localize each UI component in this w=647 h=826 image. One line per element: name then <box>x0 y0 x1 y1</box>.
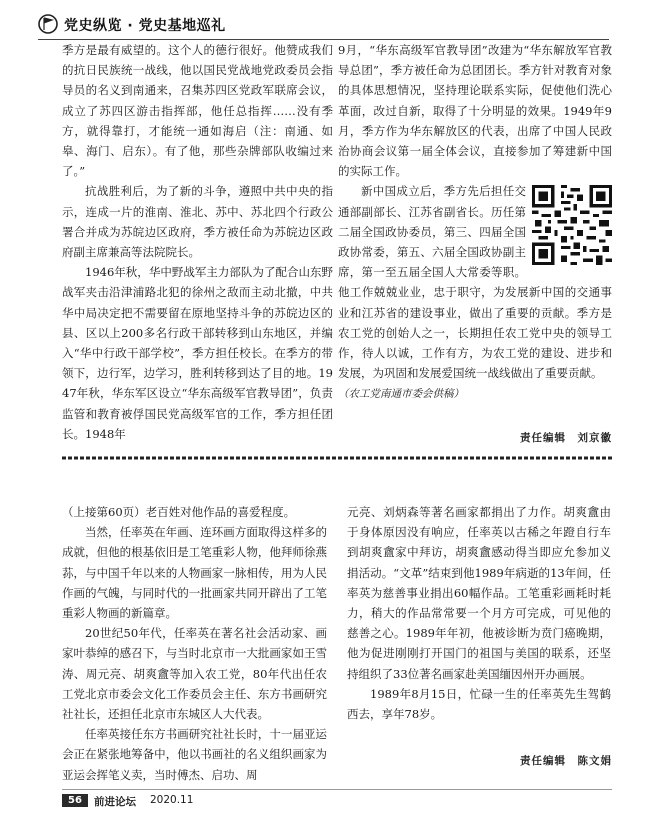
article-bottom-left-column <box>62 502 327 785</box>
issue-date: 2020.11 <box>150 794 194 806</box>
paragraph: 9月，“华东高级军官教导团”改建为“华东解放军官教导总团”，季方被任命为总团团长。季方针对教育对象的具体思想情况，坚持理论联系实际，促使他们洗心革面，改过自新，取得了十分明显的效果。1949年9月，季方作为华东解放区的代表，出席了中国人民政治协商会议第一届全体会议，直接参加了筹建新中国的实际工作。 <box>338 43 612 179</box>
section-divider <box>62 454 612 462</box>
paragraph: （上接第60页）老百姓对他作品的喜爱程度。 <box>62 505 296 519</box>
paragraph: 当然，任率英在年画、连环画方面取得这样多的成就，但他的根基依旧是工笔重彩人物，他拜师徐燕荪，与中国千年以来的人物画家一脉相传，用为人民作画的气魄，与同时代的一批画家共同开辟出了工笔重彩人物画的新篇章。 <box>62 525 327 621</box>
magazine-name: 前进论坛 <box>94 796 136 808</box>
article-top-left-column <box>62 40 333 444</box>
page-footer <box>62 789 612 812</box>
paragraph: 新中国成立后，季方先后担任交通部副部长、江苏省副省长。历任第二届全国政协委员，第三、四届全国政协常委，第五、六届全国政协副主席，第一至五届全国人大常委等职。他工作兢兢业业，忠于职守，为发展新中国的交通事业和江苏省的建设事业，做出了重要的贡献。季方是农工党的创始人之一，长期担任农工党中央的领导工作，待人以诚，工作有方，为农工党的建设、进步和发展，为巩固和发展爱国统一战线做出了重要贡献。 （农工党南通市委会供稿） <box>338 184 612 401</box>
paragraph: 1946年秋，华中野战军主力部队为了配合山东野战军夹击沿津浦路北犯的徐州之敌而主动北撤，中共华中局决定把不需要留在原地坚持斗争的苏皖边区的县、区以上200多名行政干部转移到山东地区，并编入“华中行政干部学校”，季方担任校长。在季方的带领下，边行军，边学习，胜利转移到达了目的地。1947年秋，华东军区设立“华东高级军官教导团”，负责监管和教育被俘国民党高级军官的工作，季方担任团长。1948年 <box>62 265 333 441</box>
responsible-editor-bottom: 责任编辑 陈文娟 <box>520 755 612 767</box>
article-source-credit: （农工党南通市委会供稿） <box>338 388 464 401</box>
paragraph: 季方是最有威望的。这个人的德行很好。他赞成我们的抗日民族统一战线，他以国民党战地党政委员会指导员的名义到南通来，召集苏四区党政军联席会议，成立了苏四区游击指挥部，他任总指挥……没有季方，就得靠打，才能统一通如海启（注：南通、如皋、海门、启东）。有了他，那些杂牌部队收编过来了。” <box>62 43 333 179</box>
flag-emblem-icon <box>38 14 58 34</box>
responsible-editor-top: 责任编辑 刘京徽 <box>520 432 612 444</box>
page-number: 56 <box>62 794 88 807</box>
article-top-right-column <box>338 40 612 405</box>
paragraph: 1989年8月15日，忙碌一生的任率英先生驾鹤西去，享年78岁。 <box>347 686 611 722</box>
paragraph: 元亮、刘炳森等著名画家都捐出了力作。胡爽盦由于身体原因没有响应，任率英以古稀之年蹬自行车到胡爽盦家中拜访，胡爽盦感动得当即应允参加义捐活动。“文革”结束到他1989年病逝的13年间，任率英为慈善事业捐出60幅作品。工笔重彩画耗时耗力，稍大的作品常常要一个月方可完成，可见他的慈善之心。1989年年初，他被诊断为贲门癌晚期，他为促进刚刚打开国门的祖国与美国的联系，还坚持组织了33位著名画家赴美国缅因州开办画展。 <box>347 505 611 681</box>
article-bottom-right-column <box>347 502 611 724</box>
qr-code-icon[interactable] <box>532 185 612 265</box>
page-header <box>38 10 609 40</box>
section-title: 党史纵览 · 党史基地巡礼 <box>64 18 226 34</box>
paragraph: 20世纪50年代，任率英在著名社会活动家、画家叶恭绰的感召下，与当时北京市一大批画家如王雪涛、周元亮、胡爽盦等加入农工党，80年代出任农工党北京市委会文化工作委员会主任、东方书画研究社社长，还担任北京市东城区人大代表。 <box>62 626 327 722</box>
paragraph: 任率英接任东方书画研究社社长时，十一届亚运会正在紧张地筹备中，他以书画社的名义组织画家为亚运会挥笔义卖，当时傅杰、启功、周 <box>62 727 327 782</box>
paragraph: 抗战胜利后，为了新的斗争，遵照中共中央的指示，连成一片的淮南、淮北、苏中、苏北四个行政公署合并成为苏皖边区政府，季方被任命为苏皖边区政府副主席兼高等法院院长。 <box>62 184 333 260</box>
